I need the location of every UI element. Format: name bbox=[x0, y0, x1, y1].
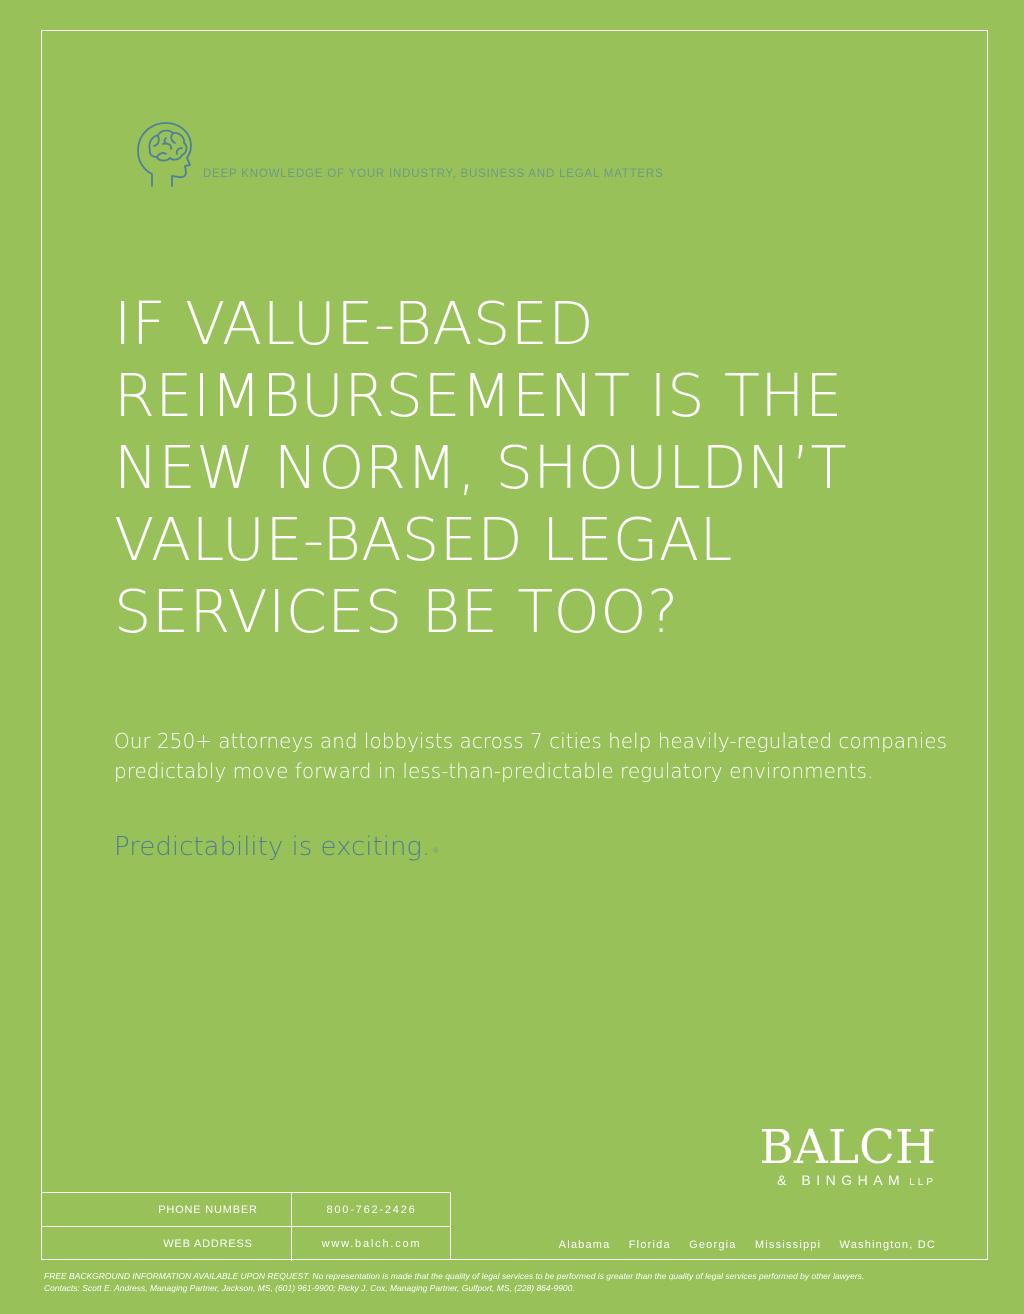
logo-subtitle bbox=[759, 1172, 936, 1188]
location-item: Mississippi bbox=[754, 1239, 822, 1251]
company-logo bbox=[759, 1122, 936, 1188]
location-item: Florida bbox=[628, 1239, 671, 1251]
headline-line: REIMBURSEMENT IS THE bbox=[114, 361, 843, 430]
brain-head-icon bbox=[130, 118, 196, 188]
logo-name: BALCH bbox=[759, 1120, 936, 1175]
phone-row bbox=[41, 1193, 450, 1227]
contact-table bbox=[41, 1192, 451, 1260]
disclaimer-line: FREE BACKGROUND INFORMATION AVAILABLE UPON REQUEST. No representation is made that the quality of legal services to be performed is greater than the quality of legal services performed by other lawyers. bbox=[44, 1271, 865, 1281]
web-address-link[interactable]: www.balch.com bbox=[321, 1238, 422, 1250]
location-item: Alabama bbox=[558, 1239, 611, 1251]
disclaimer-line: Contacts: Scott E. Andress, Managing Partner, Jackson, MS, (601) 961-9900; Ricky J. Cox, Managing Partner, Gulfport, MS, (228) 864-9900. bbox=[44, 1283, 575, 1293]
location-item: Washington, DC bbox=[839, 1239, 936, 1251]
headline-line: SERVICES BE TOO? bbox=[114, 577, 679, 646]
body-line: predictably move forward in less-than-predictable regulatory environments. bbox=[114, 759, 874, 783]
headline bbox=[114, 288, 954, 648]
office-locations bbox=[545, 1239, 936, 1251]
headline-line: VALUE-BASED LEGAL bbox=[114, 505, 733, 574]
disclaimer bbox=[44, 1270, 1004, 1294]
registered-mark: ® bbox=[432, 847, 440, 855]
slogan-text: Predictability is exciting. bbox=[114, 832, 431, 862]
slogan bbox=[114, 832, 439, 862]
logo-sub-text: & BINGHAM bbox=[777, 1172, 906, 1188]
body-line: Our 250+ attorneys and lobbyists across 7 cities help heavily-regulated companies bbox=[114, 729, 947, 753]
location-item: Georgia bbox=[689, 1239, 737, 1251]
web-row bbox=[41, 1227, 450, 1261]
headline-line: NEW NORM, SHOULDN’T bbox=[114, 433, 847, 502]
logo-suffix: LLP bbox=[909, 1177, 936, 1188]
body-copy bbox=[114, 726, 964, 786]
phone-value[interactable]: 800-762-2426 bbox=[326, 1204, 417, 1216]
phone-label: PHONE NUMBER bbox=[158, 1204, 258, 1216]
web-label: WEB ADDRESS bbox=[163, 1238, 253, 1250]
headline-line: IF VALUE-BASED bbox=[114, 289, 594, 358]
tagline: DEEP KNOWLEDGE OF YOUR INDUSTRY, BUSINESS AND LEGAL MATTERS bbox=[203, 168, 664, 180]
